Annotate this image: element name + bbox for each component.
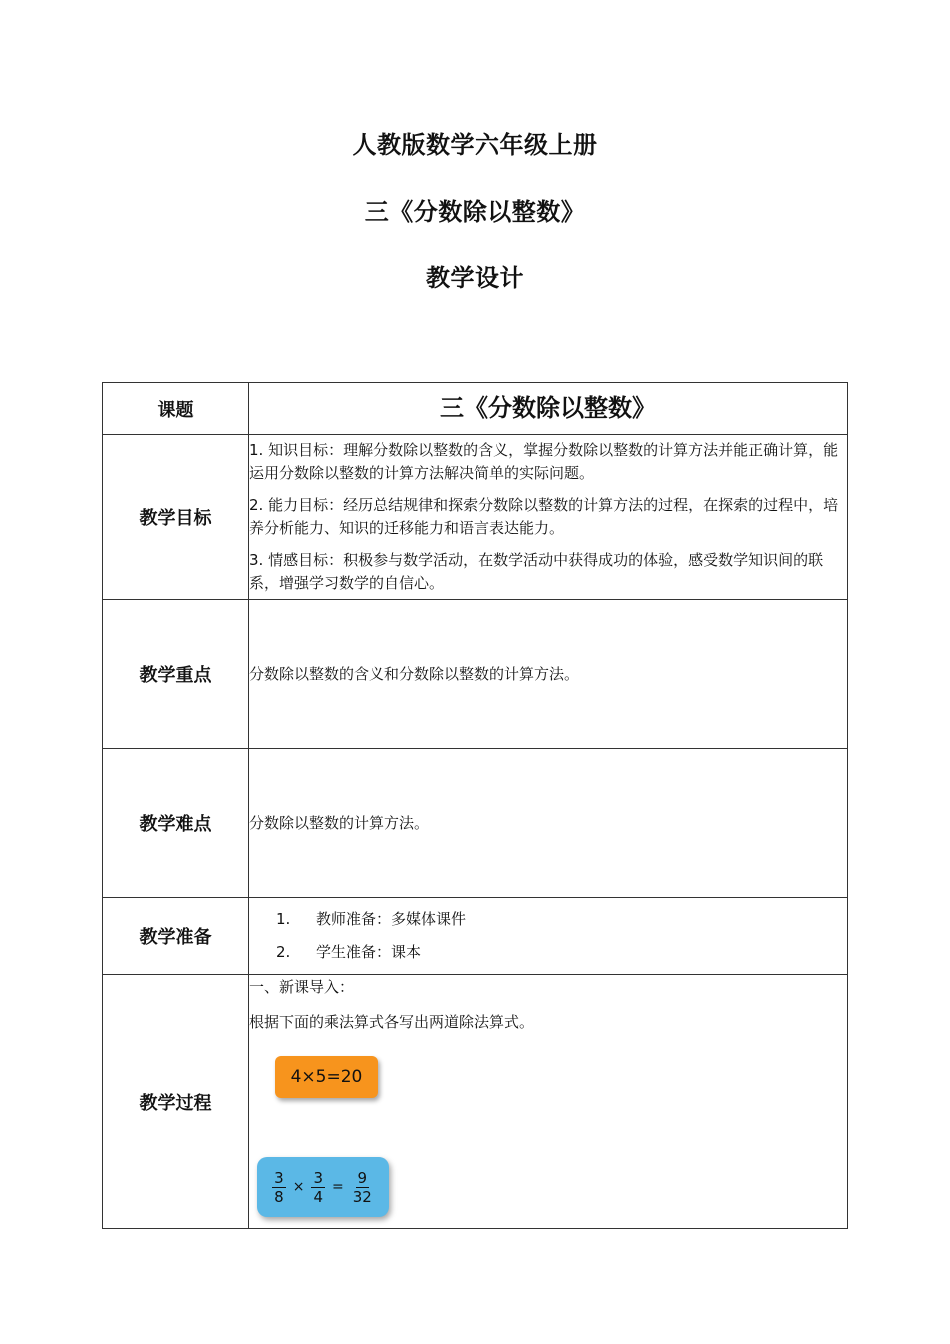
topic-value: 三《分数除以整数》: [440, 394, 656, 422]
goals-cell: [249, 435, 848, 600]
topic-cell: [249, 383, 848, 435]
difficulties-value: 分数除以整数的计算方法。: [249, 749, 848, 898]
table-row-difficulties: [103, 749, 848, 898]
goal-item-ability: 2. 能力目标：经历总结规律和探索分数除以整数的计算方法的过程，在探索的过程中，培养分析能力、知识的迁移能力和语言表达能力。: [249, 496, 839, 537]
list-number: 1.: [276, 910, 291, 928]
process-instruction: 根据下面的乘法算式各写出两道除法算式。: [249, 1013, 535, 1031]
process-label: 教学过程: [103, 975, 249, 1229]
goal-item-emotion: 3. 情感目标：积极参与数学活动，在数学活动中获得成功的体验，感受数学知识间的联系，增强学习数学的自信心。: [249, 551, 824, 592]
process-cell: [249, 975, 848, 1229]
fraction-denominator: 8: [274, 1187, 284, 1206]
table-row-goals: [103, 435, 848, 600]
difficulties-label: 教学难点: [103, 749, 249, 898]
lesson-plan-table: [102, 382, 848, 1229]
table-row-preparation: [103, 898, 848, 975]
fraction-result: [351, 1169, 374, 1206]
process-section-heading: 一、新课导入：: [249, 978, 355, 996]
goal-item-knowledge: 1. 知识目标：理解分数除以整数的含义，掌握分数除以整数的计算方法并能正确计算，能运用分数除以整数的计算方法解决简单的实际问题。: [249, 441, 839, 482]
document-subtitle: 教学设计: [426, 264, 524, 292]
list-item: [249, 903, 847, 936]
fraction-numerator: 3: [313, 1168, 323, 1187]
topic-label: 课题: [103, 383, 249, 435]
equals-sign: =: [332, 1178, 344, 1195]
preparation-cell: [249, 898, 848, 975]
fraction-denominator: 32: [352, 1187, 372, 1206]
key-points-label: 教学重点: [103, 600, 249, 749]
table-row-process: [103, 975, 848, 1229]
preparation-student: 学生准备：课本: [316, 943, 422, 961]
table-row-topic: [103, 383, 848, 435]
fraction-three-eighths: [272, 1169, 286, 1206]
document-title: 人教版数学六年级上册: [352, 131, 598, 159]
list-number: 2.: [276, 943, 291, 961]
key-points-value: 分数除以整数的含义和分数除以整数的计算方法。: [249, 600, 848, 749]
table-row-key-points: [103, 600, 848, 749]
lesson-title-heading: 三《分数除以整数》: [364, 198, 586, 226]
preparation-label: 教学准备: [103, 898, 249, 975]
fraction-three-quarters: [311, 1169, 325, 1206]
equation-integer: 4×5=20: [290, 1066, 363, 1087]
multiply-sign: ×: [292, 1178, 305, 1195]
goals-label: 教学目标: [103, 435, 249, 600]
fraction-numerator: 9: [357, 1168, 368, 1187]
fraction-denominator: 4: [313, 1187, 323, 1206]
equation-card-integer: [275, 1056, 378, 1098]
preparation-teacher: 教师准备：多媒体课件: [316, 910, 467, 928]
list-item: [249, 936, 847, 969]
equation-card-fraction: [257, 1157, 389, 1217]
fraction-numerator: 3: [274, 1168, 284, 1187]
